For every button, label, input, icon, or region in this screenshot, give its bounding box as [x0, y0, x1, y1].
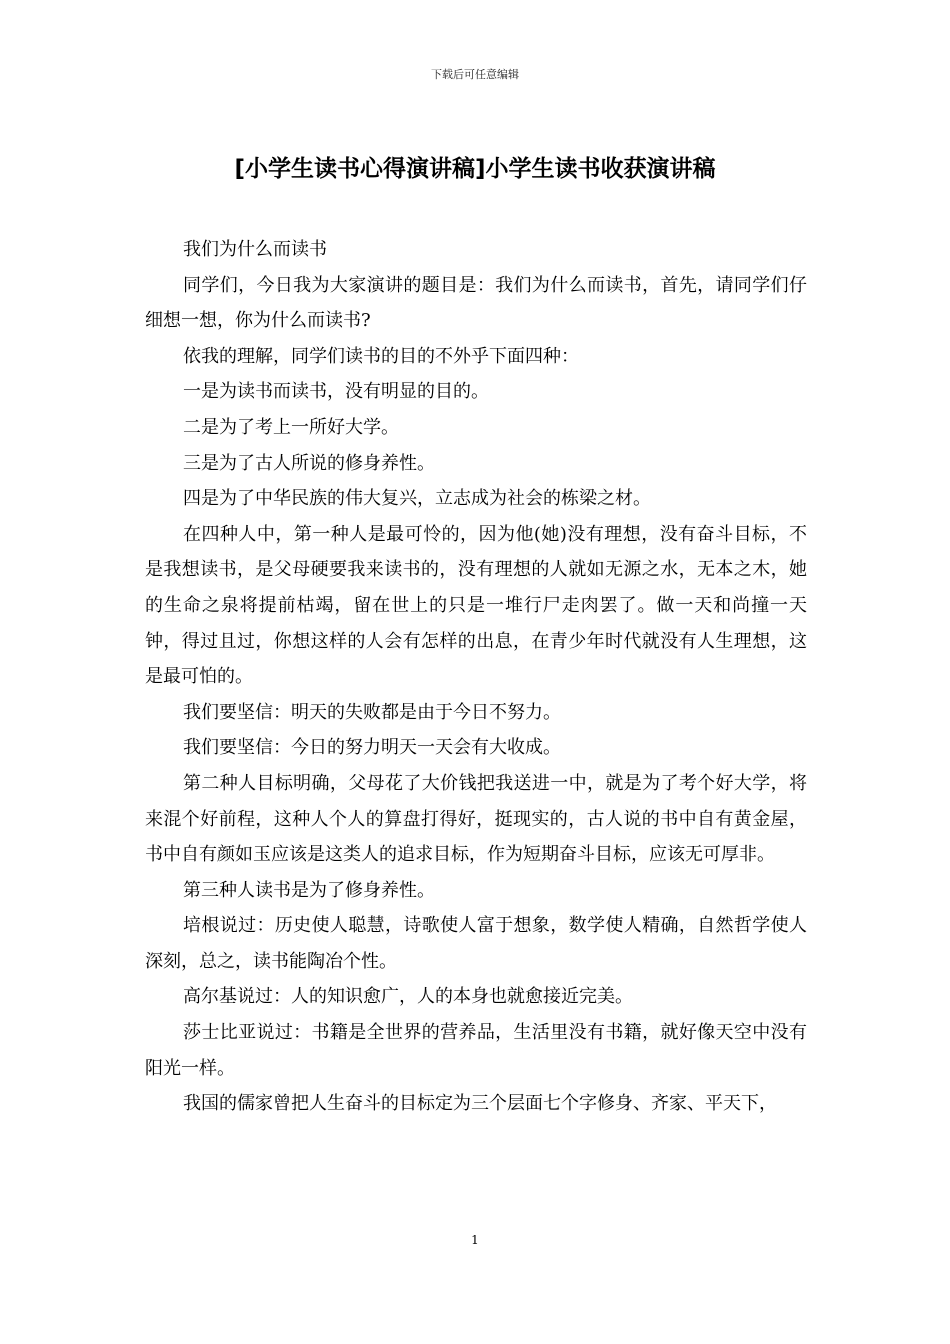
paragraph: 我国的儒家曾把人生奋斗的目标定为三个层面七个字修身、齐家、平天下，	[183, 1093, 777, 1115]
document-title: [小学生读书心得演讲稿]小学生读书收获演讲稿	[234, 156, 716, 182]
paragraph: 在四种人中，第一种人是最可怜的，因为他(她)没有理想，没有奋斗目标，不是我想读书，是父母硬要我来读书的，没有理想的人就如无源之水，无本之木，她的生命之泉将提前枯竭，留在世上的只是一堆行尸走肉罢了。做一天和尚撞一天钟，得过且过，你想这样的人会有怎样的出息，在青少年时代就没有人生理想，这是最可怕的。	[145, 523, 807, 688]
paragraph: 我们要坚信：明天的失败都是由于今日不努力。	[183, 701, 561, 723]
paragraph: 一是为读书而读书，没有明显的目的。	[183, 381, 489, 403]
paragraph: 我们要坚信：今日的努力明天一天会有大收成。	[183, 737, 561, 759]
document-body	[145, 232, 807, 1122]
paragraph: 第三种人读书是为了修身养性。	[183, 879, 435, 901]
paragraph: 第二种人目标明确，父母花了大价钱把我送进一中，就是为了考个好大学，将来混个好前程，这种人个人的算盘打得好，挺现实的，古人说的书中自有黄金屋，书中自有颜如玉应该是这类人的追求目标，作为短期奋斗目标，应该无可厚非。	[145, 772, 807, 866]
page-number: 1	[471, 1233, 479, 1247]
paragraph: 二是为了考上一所好大学。	[183, 416, 399, 438]
paragraph: 培根说过：历史使人聪慧，诗歌使人富于想象，数学使人精确，自然哲学使人深刻，总之，读书能陶冶个性。	[145, 915, 807, 972]
paragraph-heading: 我们为什么而读书	[183, 239, 327, 260]
header-note: 下载后可任意编辑	[431, 68, 519, 81]
paragraph: 依我的理解，同学们读书的目的不外乎下面四种：	[183, 345, 579, 367]
paragraph: 莎士比亚说过：书籍是全世界的营养品，生活里没有书籍，就好像天空中没有阳光一样。	[145, 1022, 807, 1079]
paragraph: 高尔基说过：人的知识愈广，人的本身也就愈接近完美。	[183, 986, 633, 1008]
paragraph: 三是为了古人所说的修身养性。	[183, 452, 435, 474]
paragraph: 同学们，今日我为大家演讲的题目是：我们为什么而读书，首先，请同学们仔细想一想，你为什么而读书?	[145, 274, 807, 332]
paragraph: 四是为了中华民族的伟大复兴，立志成为社会的栋梁之材。	[183, 488, 651, 510]
